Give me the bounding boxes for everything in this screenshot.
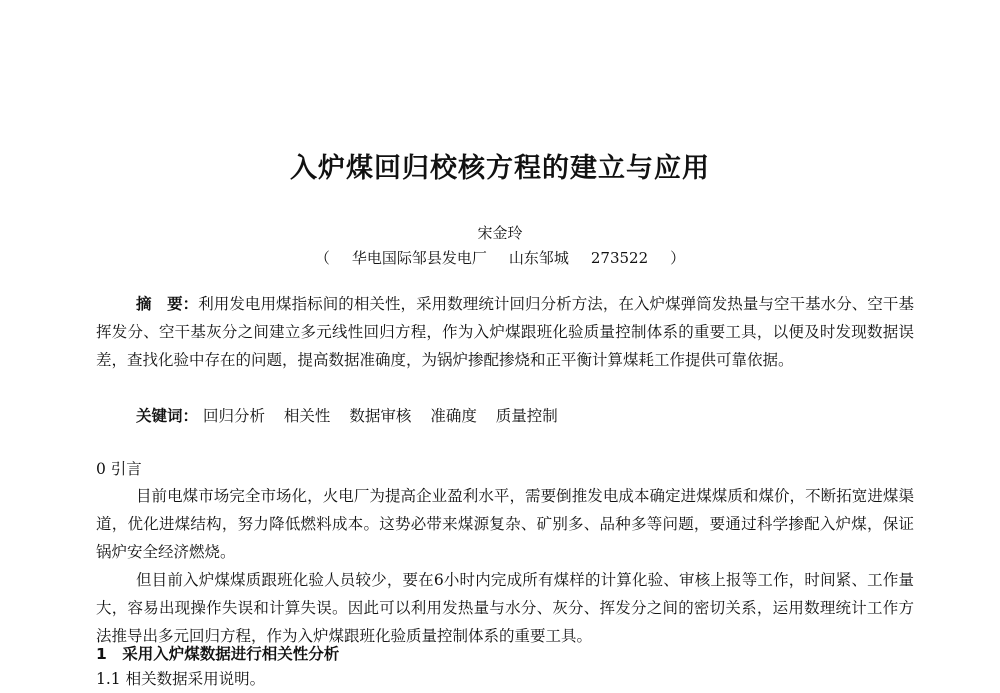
keywords-label: 关键词： [136, 407, 199, 425]
section-1-1-heading: 1.1 相关数据采用说明。 [96, 670, 266, 688]
affiliation-close-paren: ） [670, 249, 686, 267]
keyword-item: 数据审核 [349, 407, 412, 425]
abstract-text: 利用发电用煤指标间的相关性，采用数理统计回归分析方法，在入炉煤弹筒发热量与空干基水分、空干基挥发分、空干基灰分之间建立多元线性回归方程，作为入炉煤跟班化验质量控制体系的重要工具，以便及时发现数据误差，查找化验中存在的问题，提高数据准确度，为锅炉掺配掺烧和正平衡计算煤耗工作提供可靠依据。 [96, 295, 914, 369]
abstract-label: 摘 要： [136, 295, 199, 313]
author-name: 宋金玲 [477, 224, 523, 242]
keyword-item: 准确度 [430, 407, 477, 425]
section-0-heading: 0 引言 [96, 460, 142, 478]
abstract [96, 290, 914, 374]
paper-title: 入炉煤回归校核方程的建立与应用 [290, 153, 710, 184]
affiliation-location: 山东邹城 [508, 249, 569, 267]
keyword-item: 质量控制 [495, 407, 558, 425]
affiliation-org: 华电国际邹县发电厂 [351, 249, 487, 267]
intro-paragraph-1: 目前电煤市场完全市场化，火电厂为提高企业盈利水平，需要倒推发电成本确定进煤煤质和煤价，不断拓宽进煤渠道，优化进煤结构，努力降低燃料成本。这势必带来煤源复杂、矿别多、品种多等问题，要通过科学掺配入炉煤，保证锅炉安全经济燃烧。 [96, 487, 914, 561]
keyword-item: 回归分析 [202, 407, 265, 425]
author-affiliation [0, 247, 1000, 268]
affiliation-postcode: 273522 [590, 249, 649, 267]
section-1-heading: 1 采用入炉煤数据进行相关性分析 [96, 645, 340, 663]
affiliation-open-paren: （ [314, 249, 330, 267]
keyword-item: 相关性 [283, 407, 331, 425]
keywords [96, 402, 914, 430]
intro-paragraph-2: 但目前入炉煤煤质跟班化验人员较少，要在6小时内完成所有煤样的计算化验、审核上报等工作，时间紧、工作量大，容易出现操作失误和计算失误。因此可以利用发热量与水分、灰分、挥发分之间的密切关系，运用数理统计工作方法推导出多元回归方程，作为入炉煤跟班化验质量控制体系的重要工具。 [96, 571, 914, 645]
